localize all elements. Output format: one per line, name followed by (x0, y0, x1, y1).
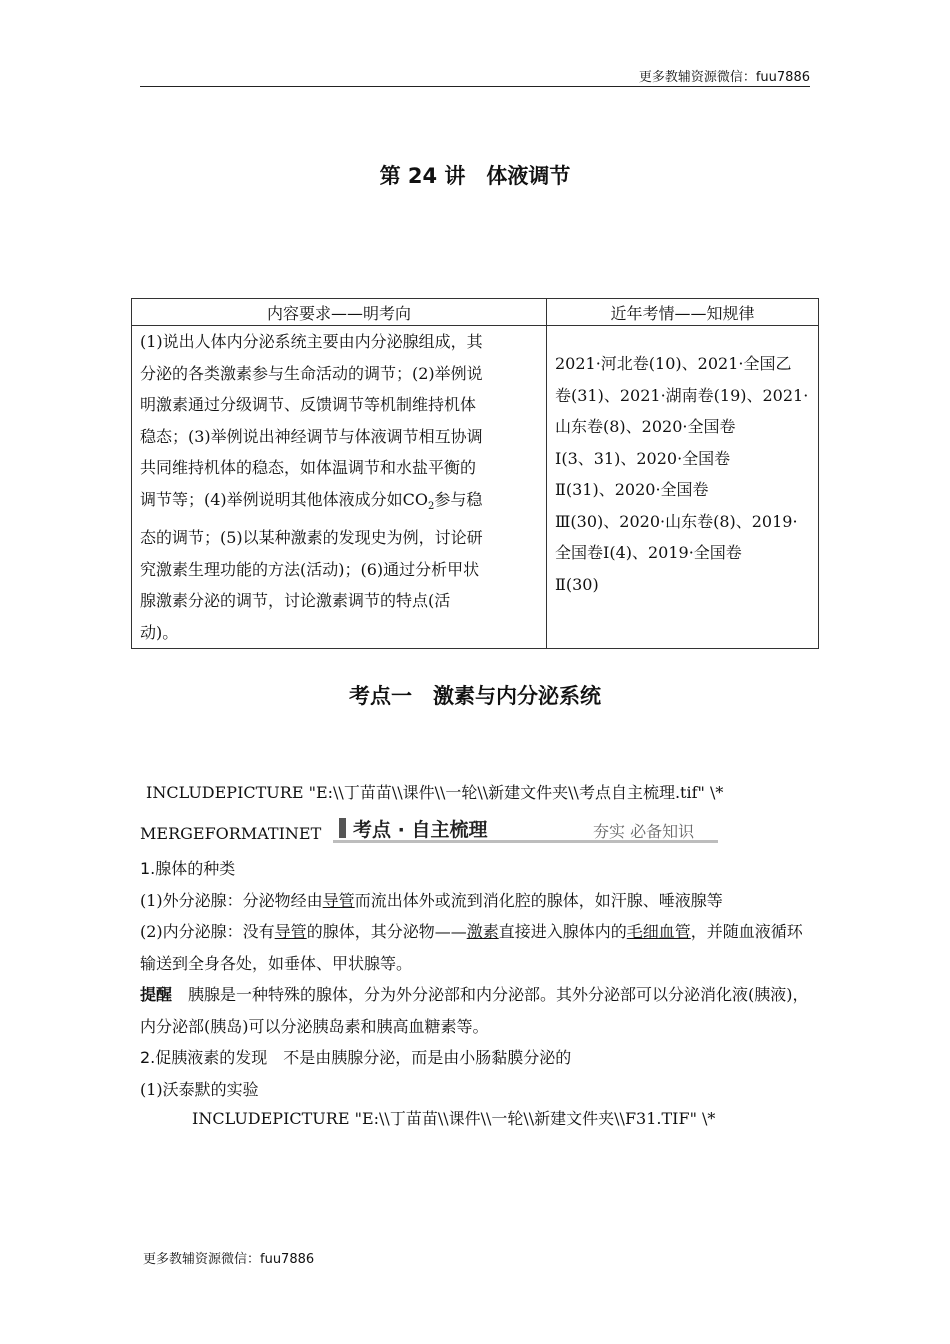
requirement-line: 稳态；(3)举例说出神经调节与体液调节相互协调 (140, 426, 483, 446)
paragraph-tip: 提醒 胰腺是一种特殊的腺体，分为外分泌部和内分泌部。其外分泌部可以分泌消化液(胰液)，内分泌部(胰岛)可以分泌胰岛素和胰高血糖素等。 (140, 985, 809, 1036)
exam-trend-line: Ⅰ(3、31)、2020·全国卷 (555, 448, 731, 468)
requirement-line: 分泌的各类激素参与生命活动的调节；(2)举例说 (140, 363, 483, 383)
table-header-exam-trends: 近年考情——知规律 (547, 299, 819, 326)
heading-gland-types: 1.腺体的种类 (140, 859, 236, 878)
requirement-line: 态的调节；(5)以某种激素的发现史为例，讨论研 (140, 528, 483, 548)
table-row (132, 326, 819, 649)
include-picture-field: INCLUDEPICTURE "E:\\丁苗苗\\课件\\一轮\\新建文件夹\\考点自主梳理.tif" \* (146, 783, 724, 802)
banner-title: 考点 · 自主梳理 (353, 819, 488, 841)
exam-trend-line: Ⅲ(30)、2020·山东卷(8)、2019· (555, 511, 798, 531)
paragraph-exocrine: (1)外分泌腺：分泌物经由导管而流出体外或流到消化腔的腺体，如汗腺、唾液腺等 (140, 890, 723, 910)
exam-trend-line: 全国卷Ⅰ(4)、2019·全国卷 (555, 543, 742, 562)
section-banner (333, 815, 718, 843)
page-title: 第 24 讲 体液调节 (379, 164, 571, 188)
page-footer-text: 更多教辅资源微信：fuu7886 (143, 1252, 315, 1267)
requirements-table (131, 298, 819, 649)
heading-secretin-discovery: 2.促胰液素的发现 不是由胰腺分泌，而是由小肠黏膜分泌的 (140, 1048, 572, 1067)
exam-trend-line: 卷(31)、2021·湖南卷(19)、2021· (555, 385, 809, 405)
section-title: 考点一 激素与内分泌系统 (349, 684, 601, 708)
underlined-term: 毛细血管 (626, 922, 691, 941)
merge-format-field: MERGEFORMATINET (140, 824, 322, 843)
body-content (140, 853, 815, 1105)
requirement-line: 明激素通过分级调节、反馈调节等机制维持机体 (140, 395, 477, 414)
underlined-term: 导管 (274, 922, 307, 941)
exam-trend-line: Ⅱ(30) (555, 574, 599, 594)
requirement-line-tail: 参与稳 (434, 489, 483, 509)
exam-trend-line: Ⅱ(31)、2020·全国卷 (555, 480, 709, 499)
requirement-line: 动)。 (140, 622, 179, 642)
underlined-term: 激素 (466, 922, 499, 941)
requirement-line: 共同维持机体的稳态，如体温调节和水盐平衡的 (140, 458, 477, 477)
exam-trend-line: 2021·河北卷(10)、2021·全国乙 (555, 354, 792, 373)
tip-label: 提醒 (140, 985, 173, 1004)
paragraph-endocrine: (2)内分泌腺：没有导管的腺体，其分泌物——激素直接进入腺体内的毛细血管，并随血液循环输送到全身各处，如垂体、甲状腺等。 (140, 922, 803, 973)
banner-bar-icon (339, 818, 346, 838)
paragraph-wertheimer: (1)沃泰默的实验 (140, 1079, 259, 1099)
page-header-text: 更多教辅资源微信：fuu7886 (638, 70, 810, 85)
exam-trends-cell (547, 326, 819, 649)
requirement-line: 究激素生理功能的方法(活动)；(6)通过分析甲状 (140, 559, 480, 579)
requirements-cell (132, 326, 547, 649)
requirement-line: (1)说出人体内分泌系统主要由内分泌腺组成，其 (140, 332, 483, 351)
requirement-line: 腺激素分泌的调节，讨论激素调节的特点(活 (140, 591, 451, 611)
underlined-term: 导管 (322, 890, 355, 910)
table-header-requirements: 内容要求——明考向 (132, 299, 547, 326)
exam-trend-line: 山东卷(8)、2020·全国卷 (555, 417, 736, 436)
include-picture-field-2: INCLUDEPICTURE "E:\\丁苗苗\\课件\\一轮\\新建文件夹\\F31.TIF" \* (192, 1109, 716, 1128)
co2-formula: $CO_2$ (402, 489, 435, 512)
banner-underline (333, 840, 718, 843)
requirement-line: 调节等；(4)举例说明其他体液成分如 (140, 489, 403, 509)
header-divider (140, 86, 810, 87)
banner-subtitle: 夯实 必备知识 (593, 822, 695, 841)
table-header-row (132, 299, 819, 326)
